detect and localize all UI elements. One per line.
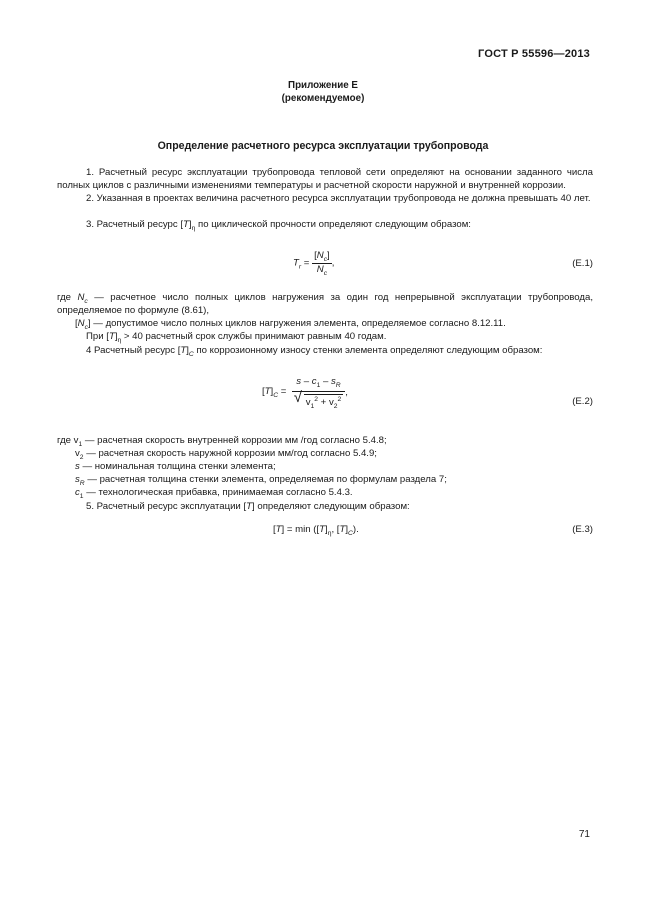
equation-e3: $[T] = \min ([T]_\eta$, $[T]_C$). (E.3) <box>273 524 593 537</box>
definition-c1: $c_1$ — технологическая прибавка, принимаемая согласно 5.4.3. <box>75 487 353 500</box>
section-title: Определение расчетного ресурса эксплуатации трубопровода <box>157 140 489 152</box>
equation-number-e1: (E.1) <box>572 258 593 269</box>
document-standard-code: ГОСТ Р 55596—2013 <box>478 48 590 60</box>
definition-v2: $v_2$ — расчетная скорость наружной коррозии мм/год согласно 5.4.9; <box>75 448 377 461</box>
definition-nc-allowed: $[N_c]$ — допустимое число полных циклов нагружения элемента, определяемое согласно 8.12.11. <box>75 318 506 331</box>
equation-number-e3: (E.3) <box>572 524 593 535</box>
square-root: √ $v_1^2 + v_2^2$ <box>293 388 342 410</box>
equation-e1: $T_r$ = $\frac{[N_c]}{N_c}$ , (E.1) <box>293 250 593 277</box>
equation-number-e2: (E.2) <box>572 396 593 407</box>
appendix-subtitle: (рекомендуемое) <box>281 93 365 104</box>
appendix-title: Приложение Е <box>288 80 358 91</box>
definition-service-life: При $[T]_\eta > 40$ расчетный срок службы принимают равным 40 годам. <box>86 331 387 344</box>
fraction: $\frac{[N_c]}{N_c}$ <box>314 250 330 277</box>
definition-v1: где $v_1$ — расчетная скорость внутренней коррозии мм /год согласно 5.4.8; <box>57 435 387 448</box>
definition-sr: $s_R$ — расчетная толщина стенки элемента, определяемая по формулам раздела 7; <box>75 474 447 487</box>
definition-nc: где $N_c$ — расчетное число полных циклов нагружения за один год непрерывной эксплуатации трубопровода, определяемое по формуле (8.61), <box>57 292 593 316</box>
paragraph-4: 4 Расчетный ресурс $[T]_C$ по коррозионному износу стенки элемента определяют следующим образом: <box>86 345 543 358</box>
paragraph-2: 2. Указанная в проектах величина расчетного ресурса эксплуатации трубопровода не должна превышать 40 лет. <box>86 193 591 204</box>
fraction: s – $c_1 - s_R$ √ $v_1^2 + v_2^2$ <box>292 376 346 409</box>
equation-e2: $[T]_C$ = s – $c_1 - s_R$ √ $v_1^2 + v_2^2$ , (E.2) <box>262 376 593 410</box>
page-number: 71 <box>578 829 590 840</box>
paragraph-5: 5. Расчетный ресурс эксплуатации [T] определяют следующим образом: <box>86 501 410 512</box>
paragraph-1: 1. Расчетный ресурс эксплуатации трубопровода тепловой сети определяют на основании заданного числа полных циклов с различными изменениями температуры и расчетной скорости наружной и внутренней коррозии. <box>57 167 593 191</box>
definition-s: s — номинальная толщина стенки элемента; <box>75 461 276 472</box>
paragraph-3: 3. Расчетный ресурс $[T]_\eta$ по циклической прочности определяют следующим образом: <box>86 219 471 232</box>
